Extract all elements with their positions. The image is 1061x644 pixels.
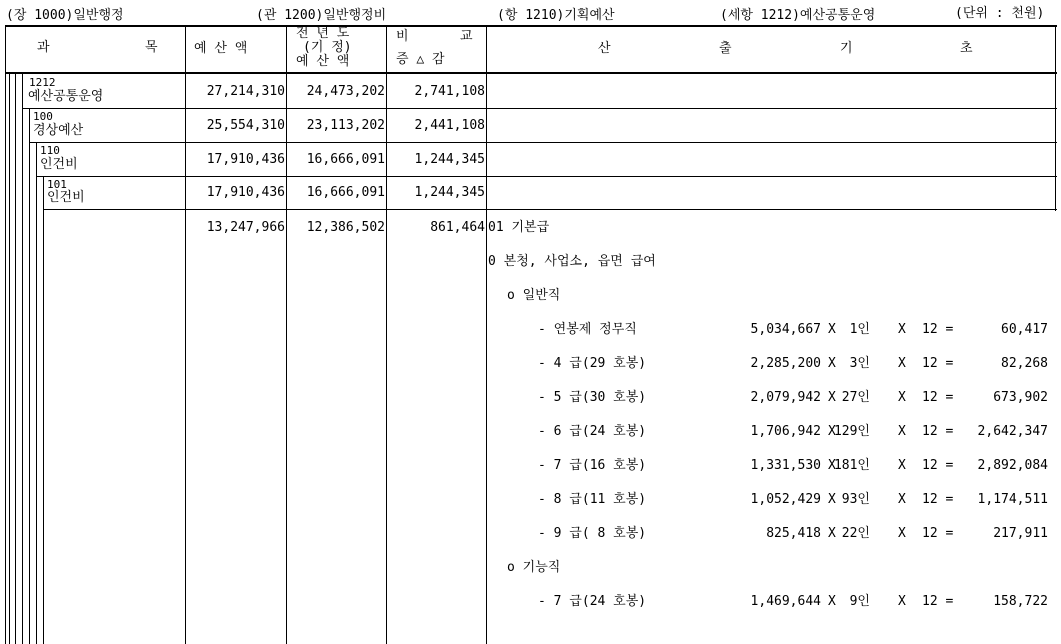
item-people: 22인 [841, 526, 870, 541]
item-x2: X [898, 424, 906, 439]
item-amount: 2,285,200 [750, 356, 821, 371]
row-budget: 17,910,436 [206, 152, 285, 167]
row-diff: 2,441,108 [414, 118, 485, 133]
item-months: 12 = [922, 322, 954, 337]
group-label: ο 기능직 [507, 560, 561, 575]
gwan-label: (관 1200)일반행정비 [256, 8, 387, 23]
detail-title: 01 기본급 [488, 220, 550, 235]
row-code: 110 [40, 144, 60, 157]
row-code: 100 [33, 110, 53, 123]
item-x2: X [898, 356, 906, 371]
header-basis-3: 기 [840, 41, 853, 56]
row-diff: 2,741,108 [414, 84, 485, 99]
item-amount: 1,052,429 [750, 492, 821, 507]
header-prev-1: 전 년 도 [296, 26, 350, 41]
item-name: - 4 급(29 호봉) [538, 356, 647, 371]
row-prev: 24,473,202 [306, 84, 385, 99]
item-name: - 8 급(11 호봉) [538, 492, 647, 507]
item-people: 3인 [849, 356, 870, 371]
item-x1: X [828, 492, 836, 507]
detail-section: 0 본청, 사업소, 읍면 급여 [488, 254, 656, 269]
item-total: 2,642,347 [977, 424, 1048, 439]
item-x2: X [898, 390, 906, 405]
item-x1: X [828, 458, 836, 473]
item-x2: X [898, 526, 906, 541]
item-name: - 5 급(30 호봉) [538, 390, 647, 405]
item-name: - 6 급(24 호봉) [538, 424, 647, 439]
group-label: ο 일반직 [507, 288, 561, 303]
item-x1: X [828, 322, 836, 337]
detail-budget: 13,247,966 [206, 220, 285, 235]
row-name: 경상예산 [33, 123, 84, 138]
item-x1: X [828, 526, 836, 541]
header-compare-1a: 비 [396, 29, 409, 44]
item-total: 2,892,084 [977, 458, 1048, 473]
header-compare-1b: 교 [460, 29, 473, 44]
header-basis-2: 출 [719, 41, 732, 56]
header-basis-4: 초 [960, 41, 973, 56]
row-code: 1212 [29, 76, 56, 89]
row-name: 예산공통운영 [28, 89, 104, 104]
item-x1: X [828, 594, 836, 609]
header-gwamok-b: 목 [145, 40, 158, 55]
item-amount: 825,418 [766, 526, 821, 541]
item-total: 60,417 [1001, 322, 1048, 337]
item-total: 158,722 [993, 594, 1048, 609]
item-x2: X [898, 594, 906, 609]
item-months: 12 = [922, 390, 954, 405]
item-months: 12 = [922, 458, 954, 473]
item-people: 1인 [849, 322, 870, 337]
unit-label: (단위 : 천원) [955, 6, 1045, 21]
item-months: 12 = [922, 594, 954, 609]
item-total: 673,902 [993, 390, 1048, 405]
item-people: 27인 [841, 390, 870, 405]
item-total: 1,174,511 [977, 492, 1048, 507]
item-total: 217,911 [993, 526, 1048, 541]
item-months: 12 = [922, 526, 954, 541]
item-people: 9인 [849, 594, 870, 609]
sehang-label: (세항 1212)예산공통운영 [720, 8, 876, 23]
detail-diff: 861,464 [430, 220, 485, 235]
header-budget: 예 산 액 [194, 41, 248, 56]
item-amount: 2,079,942 [750, 390, 821, 405]
header-gwamok-a: 과 [37, 40, 50, 55]
item-amount: 1,706,942 [750, 424, 821, 439]
item-name: - 7 급(24 호봉) [538, 594, 647, 609]
item-months: 12 = [922, 356, 954, 371]
item-people: 181인 [833, 458, 870, 473]
row-budget: 25,554,310 [206, 118, 285, 133]
item-name: - 연봉제 정무직 [538, 322, 637, 337]
item-name: - 7 급(16 호봉) [538, 458, 647, 473]
row-prev: 16,666,091 [306, 185, 385, 200]
item-x2: X [898, 322, 906, 337]
item-people: 93인 [841, 492, 870, 507]
row-budget: 27,214,310 [206, 84, 285, 99]
item-name: - 9 급( 8 호봉) [538, 526, 647, 541]
row-name: 인건비 [47, 190, 85, 205]
row-diff: 1,244,345 [414, 152, 485, 167]
row-prev: 23,113,202 [306, 118, 385, 133]
row-code: 101 [47, 178, 67, 191]
item-total: 82,268 [1001, 356, 1048, 371]
header-prev-2: (기 정) [303, 40, 352, 55]
hang-label: (항 1210)기획예산 [497, 8, 615, 23]
item-x1: X [828, 390, 836, 405]
header-basis-1: 산 [598, 41, 611, 56]
item-x2: X [898, 492, 906, 507]
row-diff: 1,244,345 [414, 185, 485, 200]
item-amount: 1,331,530 [750, 458, 821, 473]
item-x2: X [898, 458, 906, 473]
jang-label: (장 1000)일반행정 [6, 8, 124, 23]
header-prev-3: 예 산 액 [296, 54, 350, 69]
item-amount: 1,469,644 [750, 594, 821, 609]
detail-prev: 12,386,502 [306, 220, 385, 235]
item-x1: X [828, 424, 836, 439]
item-months: 12 = [922, 492, 954, 507]
row-budget: 17,910,436 [206, 185, 285, 200]
item-months: 12 = [922, 424, 954, 439]
row-prev: 16,666,091 [306, 152, 385, 167]
item-amount: 5,034,667 [750, 322, 821, 337]
item-x1: X [828, 356, 836, 371]
row-name: 인건비 [40, 157, 78, 172]
item-people: 129인 [833, 424, 870, 439]
header-compare-2: 증 △ 감 [396, 52, 445, 67]
